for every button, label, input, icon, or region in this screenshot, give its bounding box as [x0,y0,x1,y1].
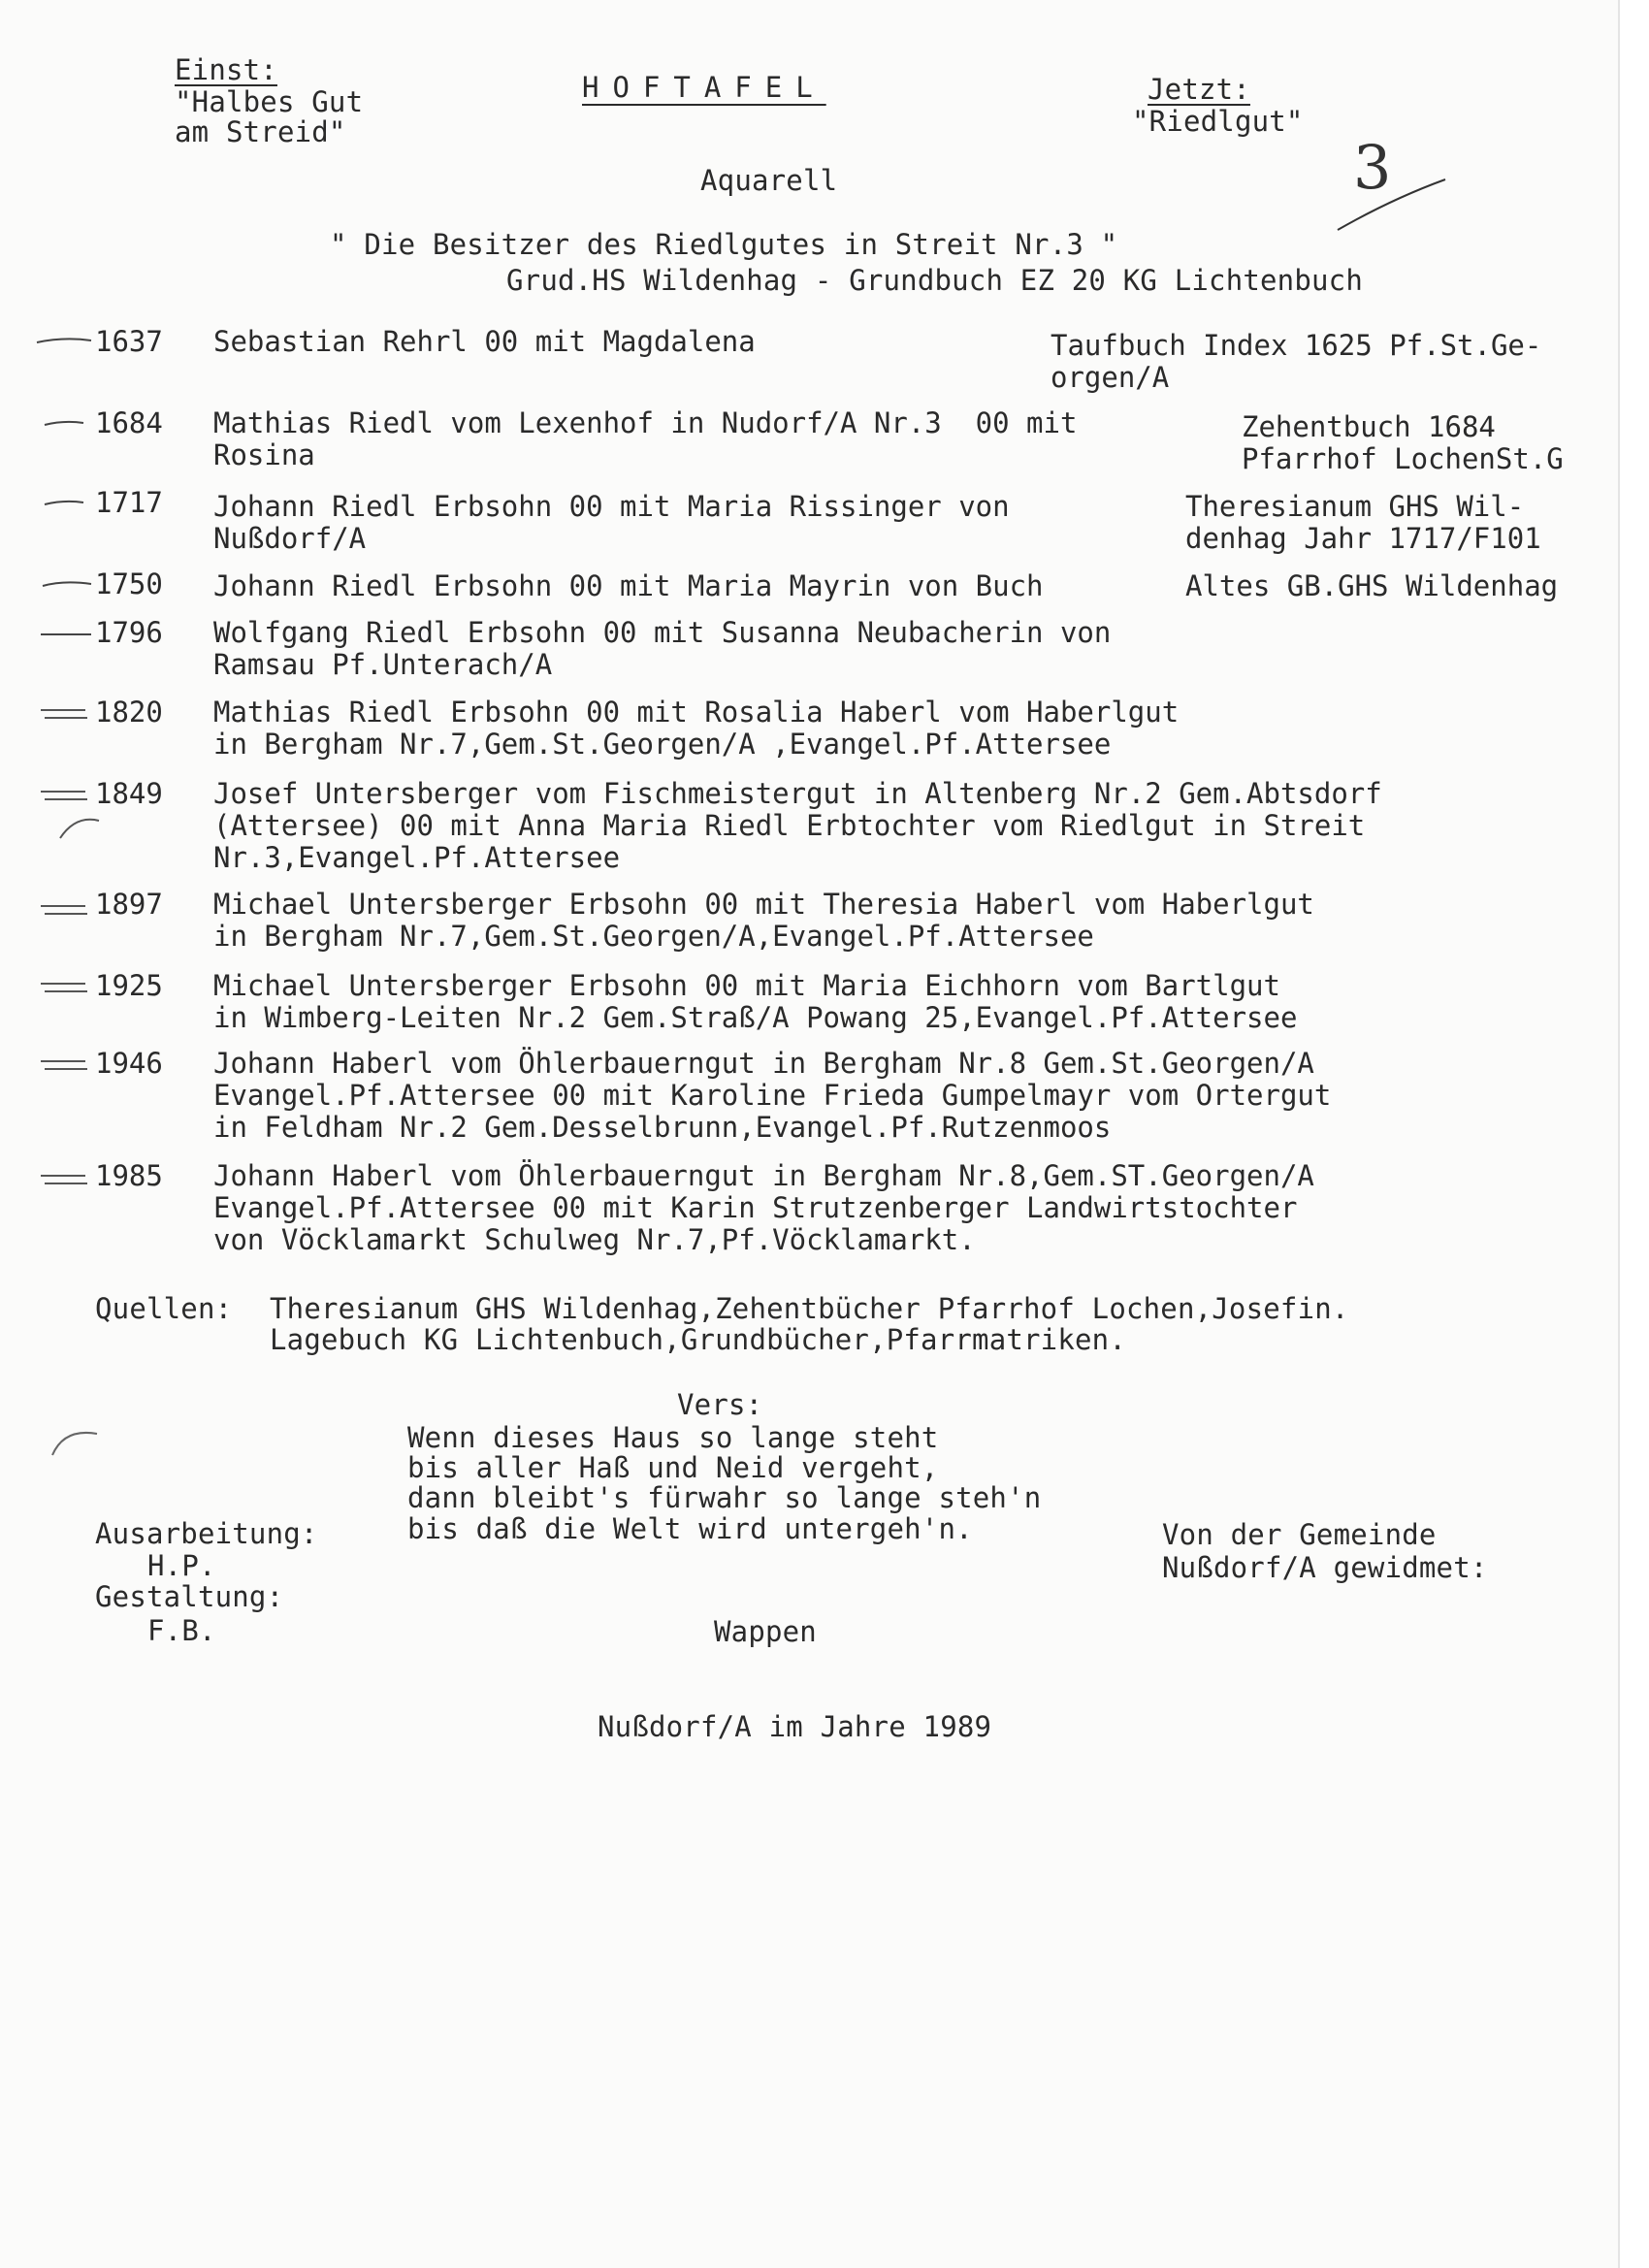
margin-mark [35,1172,93,1189]
entry-source: Taufbuch Index 1625 Pf.St.Ge- orgen/A [1051,329,1542,394]
entry-year: 1637 [95,325,163,358]
dedication-line1: Von der Gemeinde [1162,1518,1437,1551]
entry-text: Mathias Riedl Erbsohn 00 mit Rosalia Haberl vom Haberlgut in Bergham Nr.7,Gem.St.Georgen/A ,Evangel.Pf.Attersee [213,696,1180,761]
gestaltung-value: F.B. [147,1614,216,1647]
verse-line: bis aller Haß und Neid vergeht, [407,1451,939,1484]
dedication-line2: Nußdorf/A gewidmet: [1162,1551,1488,1584]
sources-line1: Theresianum GHS Wildenhag,Zehentbücher Pfarrhof Lochen,Josefin. [270,1292,1349,1325]
entry-year: 1750 [95,567,163,600]
entry-year: 1820 [95,696,163,729]
entry-year: 1946 [95,1047,163,1080]
entry-text: Mathias Riedl vom Lexenhof in Nudorf/A Nr.3 00 mit Rosina [213,406,1078,471]
page-title: HOFTAFEL [582,71,826,104]
coat-of-arms-label: Wappen [714,1615,817,1648]
einst-value-line1: "Halbes Gut [175,85,364,118]
verse-line: Wenn dieses Haus so lange steht [407,1421,939,1454]
margin-mark [35,706,93,724]
entry-year: 1985 [95,1159,163,1192]
entry-source: Zehentbuch 1684 Pfarrhof LochenSt.G [1242,410,1564,475]
entry-year: 1897 [95,888,163,921]
margin-mark [35,1057,93,1075]
entry-text: Josef Untersberger vom Fischmeistergut in Altenberg Nr.2 Gem.Abtsdorf (Attersee) 00 mit Anna Maria Riedl Erbtochter vom Riedlgut in Streit Nr.3,Evangel.Pf.Attersee [213,777,1382,874]
entry-text: Johann Riedl Erbsohn 00 mit Maria Mayrin von Buch [213,569,1044,602]
jetzt-label: Jetzt: [1148,73,1250,106]
margin-mark [35,902,93,920]
entry-year: 1849 [95,777,163,810]
margin-mark [35,788,93,805]
einst-value-line2: am Streid" [175,115,346,148]
entry-text: Michael Untersberger Erbsohn 00 mit Theresia Haberl vom Haberlgut in Bergham Nr.7,Gem.St.Georgen/A,Evangel.Pf.Attersee [213,888,1314,953]
margin-arc [47,1422,105,1461]
entry-text: Sebastian Rehrl 00 mit Magdalena [213,325,756,358]
page-edge [1618,0,1649,2268]
gestaltung-label: Gestaltung: [95,1580,284,1613]
margin-mark [35,335,93,352]
sources-label: Quellen: [95,1292,233,1325]
entry-text: Johann Haberl vom Öhlerbauerngut in Bergham Nr.8,Gem.ST.Georgen/A Evangel.Pf.Attersee 00 mit Karin Strutzenberger Landwirtstochter von Vöcklamarkt Schulweg Nr.7,Pf.Vöcklamarkt. [213,1159,1314,1256]
place-date: Nußdorf/A im Jahre 1989 [598,1710,992,1743]
verse-line: dann bleibt's fürwahr so lange steh'n [407,1481,1042,1514]
entry-text: Michael Untersberger Erbsohn 00 mit Maria Eichhorn vom Bartlgut in Wimberg-Leiten Nr.2 Gem.Straß/A Powang 25,Evangel.Pf.Attersee [213,969,1298,1034]
margin-mark [35,980,93,997]
verse-label: Vers: [677,1388,763,1421]
entry-text: Johann Riedl Erbsohn 00 mit Maria Rissinger von Nußdorf/A [213,490,1010,555]
jetzt-value: "Riedlgut" [1132,105,1304,138]
page-number-stroke [1334,170,1450,238]
entry-source: Theresianum GHS Wil- denhag Jahr 1717/F101 [1185,490,1541,555]
entry-source: Altes GB.GHS Wildenhag [1185,569,1559,602]
technique: Aquarell [700,164,838,197]
entry-year: 1796 [95,616,163,649]
margin-mark [35,417,93,435]
margin-mark [35,578,93,596]
subtitle: " Die Besitzer des Riedlgutes in Streit Nr.3 " [330,228,1118,261]
register: Grud.HS Wildenhag - Grundbuch EZ 20 KG Lichtenbuch [506,264,1363,297]
margin-mark [35,497,93,514]
ausarbeitung-label: Ausarbeitung: [95,1517,318,1550]
entry-text: Johann Haberl vom Öhlerbauerngut in Bergham Nr.8 Gem.St.Georgen/A Evangel.Pf.Attersee 00 mit Karoline Frieda Gumpelmayr vom Ortergut in Feldham Nr.2 Gem.Desselbrunn,Evangel.Pf.Rutzenmoos [213,1047,1332,1144]
page-number: 3 [1353,132,1392,203]
ausarbeitung-value: H.P. [147,1549,216,1582]
margin-mark [35,629,93,646]
verse-line: bis daß die Welt wird untergeh'n. [407,1512,973,1545]
margin-arc [56,813,105,842]
sources-line2: Lagebuch KG Lichtenbuch,Grundbücher,Pfarrmatriken. [270,1323,1126,1356]
entry-text: Wolfgang Riedl Erbsohn 00 mit Susanna Neubacherin von Ramsau Pf.Unterach/A [213,616,1112,681]
entry-year: 1925 [95,969,163,1002]
einst-label: Einst: [175,53,277,86]
entry-year: 1717 [95,486,163,519]
entry-year: 1684 [95,406,163,439]
